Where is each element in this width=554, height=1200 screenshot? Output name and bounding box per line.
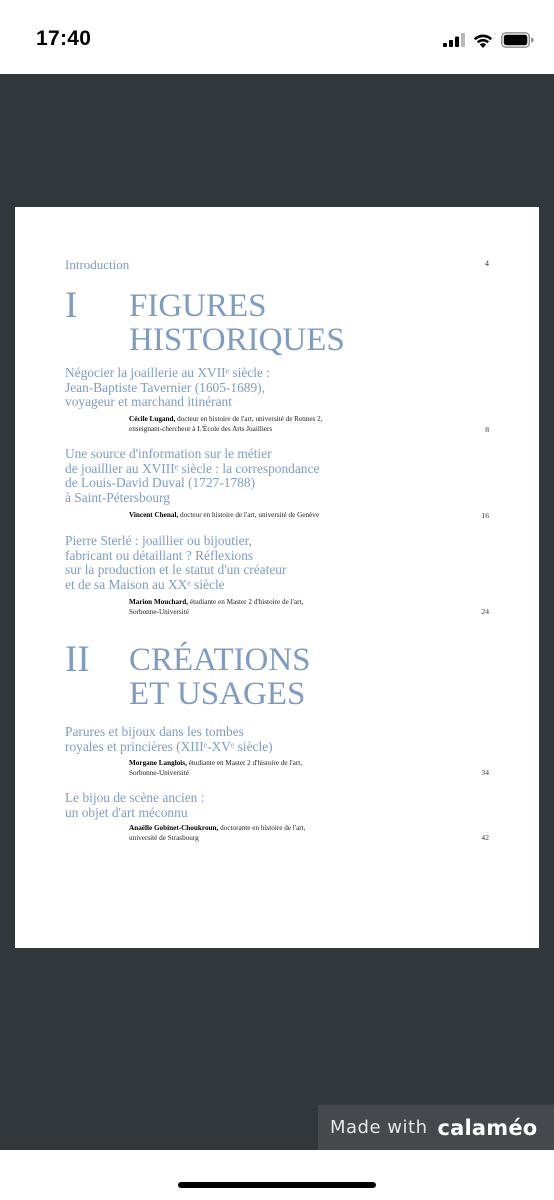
- entry-page-number: 24: [481, 607, 489, 616]
- battery-icon: [501, 32, 534, 48]
- entry-author: [129, 598, 389, 617]
- entry-author: [129, 415, 389, 434]
- entry-title-line: Le bijou de scène ancien :: [65, 790, 205, 805]
- document-page: [15, 207, 539, 948]
- signal-icon: [443, 33, 465, 47]
- intro-page-number: 4: [485, 259, 489, 268]
- author-name: Morgane Langlois,: [129, 759, 187, 767]
- entry-title-line: Pierre Sterlé : joaillier ou bijoutier,: [65, 533, 252, 548]
- section-title: [129, 643, 311, 711]
- entry-title-line: royales et princières (XIIIᵉ-XVᵉ siècle): [65, 738, 273, 754]
- entry-title-line: et de sa Maison au XXᵉ siècle: [65, 576, 225, 592]
- author-name: Cécile Lugand,: [129, 415, 176, 423]
- entry-title: [65, 725, 395, 754]
- author-name: Vincent Chenal,: [129, 511, 179, 519]
- author-name: Anaëlle Gobinet-Choukroun,: [129, 824, 219, 832]
- entry-page-number: 42: [481, 833, 489, 842]
- section-title-line: CRÉATIONS: [129, 642, 311, 678]
- entry-title-line: de Louis-David Duval (1727-1788): [65, 475, 256, 491]
- entry-title-line: à Saint-Pétersbourg: [65, 489, 170, 505]
- status-icons: [443, 31, 534, 49]
- entry-page-number: 34: [481, 768, 489, 777]
- entry-title: [65, 366, 395, 410]
- wifi-icon: [473, 33, 493, 48]
- entry-title-line: Négocier la joaillerie au XVIIᵉ siècle :: [65, 365, 270, 380]
- calameo-watermark-link[interactable]: [318, 1105, 554, 1150]
- entry-title: [65, 447, 395, 505]
- author-affiliation: Sorbonne-Université: [129, 768, 189, 777]
- made-with-label: Made with: [330, 1117, 428, 1138]
- calameo-logo: calaméo: [437, 1115, 538, 1140]
- entry-title-line: Jean-Baptiste Tavernier (1605-1689),: [65, 379, 265, 395]
- author-affiliation: Sorbonne-Université: [129, 607, 189, 616]
- entry-title-line: fabricant ou détaillant ? Réflexions: [65, 547, 254, 563]
- section-title-line: FIGURES: [129, 288, 267, 324]
- entry-page-number: 8: [485, 425, 489, 434]
- section-title: [129, 289, 345, 357]
- author-affiliation: doctorante en histoire de l'art,: [218, 824, 306, 832]
- entry-title-line: sur la production et le statut d'un créateur: [65, 562, 287, 578]
- entry-title-line: voyageur et marchand itinérant: [65, 394, 232, 410]
- entry-author: [129, 824, 389, 843]
- intro-title: Introduction: [65, 257, 130, 272]
- entry-title-line: Parures et bijoux dans les tombes: [65, 724, 244, 739]
- status-time: 17:40: [36, 27, 92, 50]
- entry-title-line: un objet d'art méconnu: [65, 804, 188, 820]
- author-affiliation: étudiante en Master 2 d'histoire de l'art,: [186, 759, 303, 767]
- entry-page-number: 16: [481, 511, 489, 520]
- author-affiliation: université de Strasbourg: [129, 833, 199, 842]
- author-name: Marion Mouchard,: [129, 598, 189, 606]
- section-title-line: ET USAGES: [129, 676, 306, 712]
- home-indicator[interactable]: [178, 1182, 376, 1188]
- home-area: [0, 1150, 554, 1200]
- entry-title: [65, 534, 395, 592]
- section-numeral: II: [65, 639, 90, 680]
- entry-title: [65, 791, 395, 820]
- entry-title-line: Une source d'information sur le métier: [65, 446, 272, 461]
- section-title-line: HISTORIQUES: [129, 322, 345, 358]
- author-affiliation: docteur en histoire de l'art, université de Rennes 2,: [175, 415, 323, 423]
- section-numeral: I: [65, 285, 78, 326]
- entry-title-line: de joaillier au XVIIIᵉ siècle : la correspondance: [65, 460, 320, 476]
- author-affiliation: étudiante en Master 2 d'histoire de l'art,: [188, 598, 304, 606]
- entry-author: [129, 511, 389, 521]
- author-affiliation: enseignant-chercheur à L'École des Arts Joailliers: [129, 424, 273, 433]
- entry-author: [129, 759, 389, 778]
- author-affiliation: docteur en histoire de l'art, université de Genève: [178, 511, 320, 519]
- status-bar: [0, 0, 554, 74]
